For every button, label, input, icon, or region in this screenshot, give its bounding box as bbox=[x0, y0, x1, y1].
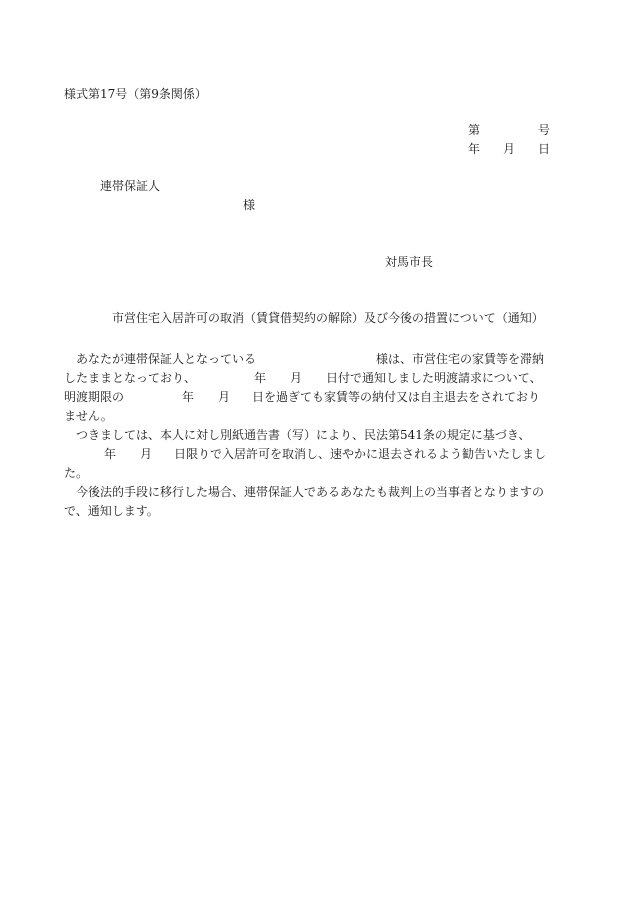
sender-name: 対馬市長 bbox=[385, 255, 434, 269]
p1-text-a: あなたが連帯保証人となっている bbox=[76, 352, 257, 366]
recipient-title: 連帯保証人 bbox=[100, 179, 161, 193]
p2-text-b: 日限りで入居許可を取消し、速やかに退去されるよう勧告いたしました。 bbox=[64, 447, 547, 480]
notice-body bbox=[64, 350, 550, 521]
date-month: 月 bbox=[503, 142, 516, 156]
paragraph-1 bbox=[64, 350, 550, 426]
p1-year: 年 bbox=[254, 371, 267, 385]
p1-text-c: 日付で通知しました明渡請求について、明渡期限の bbox=[64, 371, 542, 404]
doc-number-prefix: 第 bbox=[468, 123, 481, 137]
subject-title: 市営住宅入居許可の取消（賃貸借契約の解除）及び今後の措置について（通知） bbox=[112, 311, 544, 325]
date-year: 年 bbox=[468, 142, 481, 156]
p2-text-a: つきましては、本人に対し別紙通告書（写）により、民法第541条の規定に基づき、 bbox=[76, 428, 531, 442]
doc-number-suffix: 号 bbox=[538, 123, 551, 137]
p2-month: 月 bbox=[140, 447, 153, 461]
p1-year2: 年 bbox=[182, 390, 195, 404]
form-label: 様式第17号（第9条関係） bbox=[64, 87, 207, 101]
paragraph-3 bbox=[64, 483, 550, 521]
p1-month2: 月 bbox=[218, 390, 231, 404]
date-day: 日 bbox=[538, 142, 551, 156]
paragraph-2 bbox=[64, 426, 550, 483]
p1-month: 月 bbox=[290, 371, 303, 385]
p2-year: 年 bbox=[104, 447, 117, 461]
p1-text-d: 日を過ぎても家賃等の納付又は自主退去をされておりません。 bbox=[64, 390, 541, 423]
p1-text-b: 様は、市営住宅の家賃等を滞納したままとなっており、 bbox=[64, 352, 545, 385]
recipient-honorific: 様 bbox=[243, 198, 256, 212]
p3-text: 今後法的手段に移行した場合、連帯保証人であるあなたも裁判上の当事者となりますので、通知します。 bbox=[64, 485, 545, 518]
